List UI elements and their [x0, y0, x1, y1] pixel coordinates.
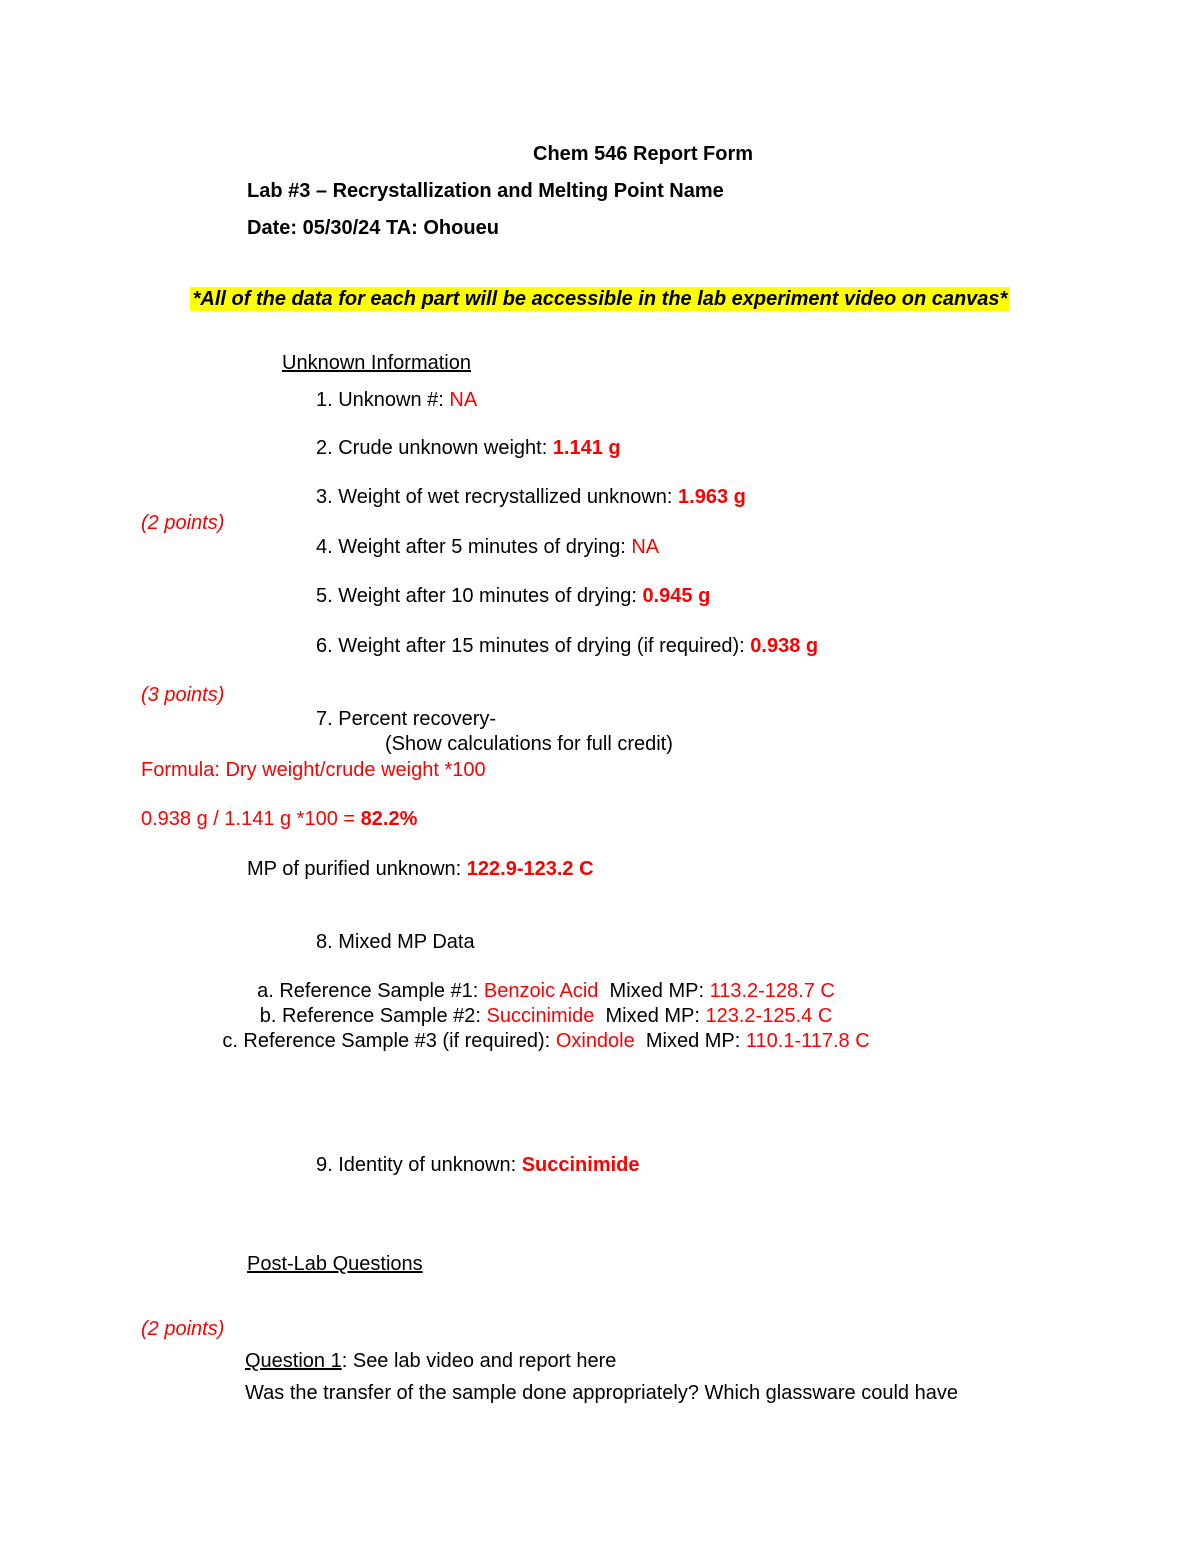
item-value: 0.938 g [750, 635, 819, 657]
purified-mp [247, 857, 594, 881]
reference-sample-row [0, 979, 1092, 1003]
calc-text: 0.938 g / 1.141 g *100 = [141, 808, 361, 830]
row-mixed-label: Mixed MP: [634, 1030, 746, 1052]
row-prefix: a. Reference Sample #1: [257, 980, 484, 1002]
row-mp: 113.2-128.7 C [709, 980, 835, 1002]
item-label: 5. Weight after 10 minutes of drying: [316, 585, 643, 607]
reference-sample-row [0, 1004, 1092, 1028]
row-mp: 123.2-125.4 C [705, 1005, 833, 1027]
item-10min-weight [316, 584, 710, 608]
unknown-info-heading: Unknown Information [282, 352, 471, 374]
item-value: NA [449, 389, 478, 411]
row-prefix: c. Reference Sample #3 (if required): [222, 1030, 556, 1052]
item-5min-weight [316, 535, 659, 559]
data-notice-text: *All of the data for each part will be accessible in the lab experiment video on canvas* [190, 287, 1011, 311]
row-sample: Oxindole [555, 1030, 635, 1052]
question-1-body: Was the transfer of the sample done appropriately? Which glassware could have [245, 1382, 958, 1404]
question-1 [245, 1349, 616, 1373]
item-wet-weight [316, 485, 746, 509]
recovery-formula: Formula: Dry weight/crude weight *100 [141, 759, 486, 781]
item-label: 4. Weight after 5 minutes of drying: [316, 536, 632, 558]
row-sample: Succinimide [486, 1005, 595, 1027]
unknown-identity [316, 1153, 640, 1177]
item-value: 1.141 g [552, 437, 621, 459]
question-1-label: Question 1 [245, 1350, 342, 1372]
item-label: 1. Unknown #: [316, 389, 450, 411]
mp-label: MP of purified unknown: [247, 858, 467, 880]
calc-result: 82.2% [360, 808, 418, 830]
item-label: 6. Weight after 15 minutes of drying (if required): [316, 635, 751, 657]
item-label: 2. Crude unknown weight: [316, 437, 553, 459]
data-notice [0, 287, 1200, 311]
row-sample: Benzoic Acid [483, 980, 599, 1002]
row-mixed-label: Mixed MP: [594, 1005, 706, 1027]
mp-value: 122.9-123.2 C [466, 858, 594, 880]
date-ta: Date: 05/30/24 TA: Ohoueu [247, 217, 499, 239]
item-value: 0.945 g [642, 585, 711, 607]
points-label-3: (3 points) [141, 684, 225, 706]
percent-recovery-note: (Show calculations for full credit) [385, 733, 673, 755]
row-mp: 110.1-117.8 C [745, 1030, 870, 1052]
identity-value: Succinimide [521, 1154, 640, 1176]
points-label-post: (2 points) [141, 1318, 225, 1340]
item-value: 1.963 g [678, 486, 746, 508]
reference-sample-row [0, 1029, 1092, 1053]
item-unknown-number [316, 388, 477, 412]
row-prefix: b. Reference Sample #2: [259, 1005, 487, 1027]
mixed-mp-label: 8. Mixed MP Data [316, 931, 475, 953]
item-value: NA [631, 536, 660, 558]
recovery-calculation [141, 807, 417, 831]
percent-recovery-label: 7. Percent recovery- [316, 708, 497, 730]
identity-label: 9. Identity of unknown: [316, 1154, 522, 1176]
form-title: Chem 546 Report Form [533, 143, 754, 165]
post-lab-heading: Post-Lab Questions [247, 1253, 423, 1275]
row-mixed-label: Mixed MP: [598, 980, 710, 1002]
item-crude-weight [316, 436, 621, 460]
question-1-text: : See lab video and report here [341, 1350, 617, 1372]
item-label: 3. Weight of wet recrystallized unknown: [316, 486, 679, 508]
points-label-2: (2 points) [141, 512, 225, 534]
item-15min-weight [316, 634, 818, 658]
lab-title: Lab #3 – Recrystallization and Melting Point Name [247, 180, 724, 202]
